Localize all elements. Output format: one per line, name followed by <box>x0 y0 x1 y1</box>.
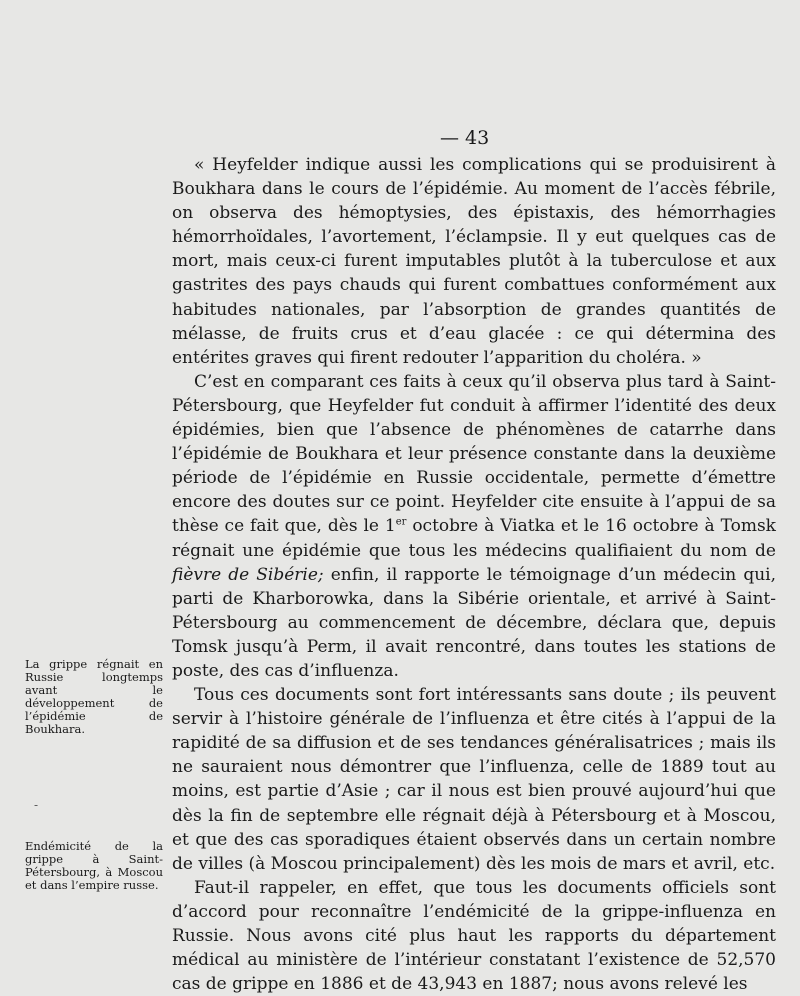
paragraph-2-part-3: enfin, il rapporte le témoignage d’un médecin qui, parti de Kharborowka, dans la Sibérie orientale, et arrivé à Saint-Pétersbourg au commencement de décembre, déclara que, depuis Tomsk jusqu’à Perm, il avait rencontré, dans toutes les stations de poste, des cas d’influenza. <box>172 564 776 681</box>
paragraph-3: Tous ces documents sont fort intéressants sans doute ; ils peuvent servir à l’histoire générale de l’influenza et être cités à l’appui de la rapidité de sa diffusion et de ses tendances généralisatrices ; mais ils ne sauraient nous démontrer que l’influenza, celle de 1889 tout au moins, est partie d’Asie ; car il nous est bien prouvé aujourd’hui que dès la fin de septembre elle régnait déjà à Pétersbourg et à Moscou, et que des cas sporadiques étaient observés dans un certain nombre de villes (à Moscou principalement) dès les mois de mars et avril, etc. <box>172 685 776 874</box>
paragraph-2-part-1: C’est en comparant ces faits à ceux qu’il observa plus tard à Saint-Pétersbourg, que Heyfelder fut conduit à affirmer l’identité des deux épidémies, bien que l’absence de phénomènes de catarrhe dans l’épidémie de Boukhara et leur présence constante dans la deuxième période de l’épidémie en Russie occidentale, permette d’émettre encore des doutes sur ce point. Heyfelder cite ensuite à l’appui de sa thèse ce fait que, dès le 1 <box>172 371 776 537</box>
margin-note-endemicite: Endémicité de la grippe à Saint-Pétersbourg, à Moscou et dans l’empire russe. <box>25 839 163 892</box>
paragraph-2 <box>172 370 776 683</box>
ordinal-superscript: er <box>395 516 407 528</box>
body-text <box>172 153 776 996</box>
paragraph-1: « Heyfelder indique aussi les complications qui se produisirent à Boukhara dans le cours de l’épidémie. Au moment de l’accès fébrile, on observa des hémoptysies, des épistaxis, des hémorrhagies hémorrhoïdales, l’avortement, l’éclampsie. Il y eut quelques cas de mort, mais ceux-ci furent imputables plutôt à la tuberculose et aux gastrites des pays chauds qui furent combattues conformément aux habitudes nationales, par l’absorption de grandes quantités de mélasse, de fruits crus et d’eau glacée : ce qui détermina des entérites graves qui firent redouter l’apparition du choléra. » <box>172 155 776 368</box>
page-number: — 43 <box>440 127 490 149</box>
margin-note-grippe-russie: La grippe régnait en Russie longtemps avant le développement de l’épidémie de Boukhara. <box>25 657 163 736</box>
paragraph-4: Faut-il rappeler, en effet, que tous les documents officiels sont d’accord pour reconnaître l’endémicité de la grippe-influenza en Russie. Nous avons cité plus haut les rapports du département médical au ministère de l’intérieur constatant l’existence de 52,570 cas de grippe en 1886 et de 43,943 en 1887; nous avons relevé les <box>172 877 776 995</box>
italic-term: fièvre de Sibérie; <box>172 564 324 585</box>
paragraph-2-part-2: octobre à Viatka et le 16 octobre à Tomsk régnait une épidémie que tous les médecins qualifiaient du nom de <box>172 516 776 561</box>
stray-mark: - <box>34 798 39 812</box>
